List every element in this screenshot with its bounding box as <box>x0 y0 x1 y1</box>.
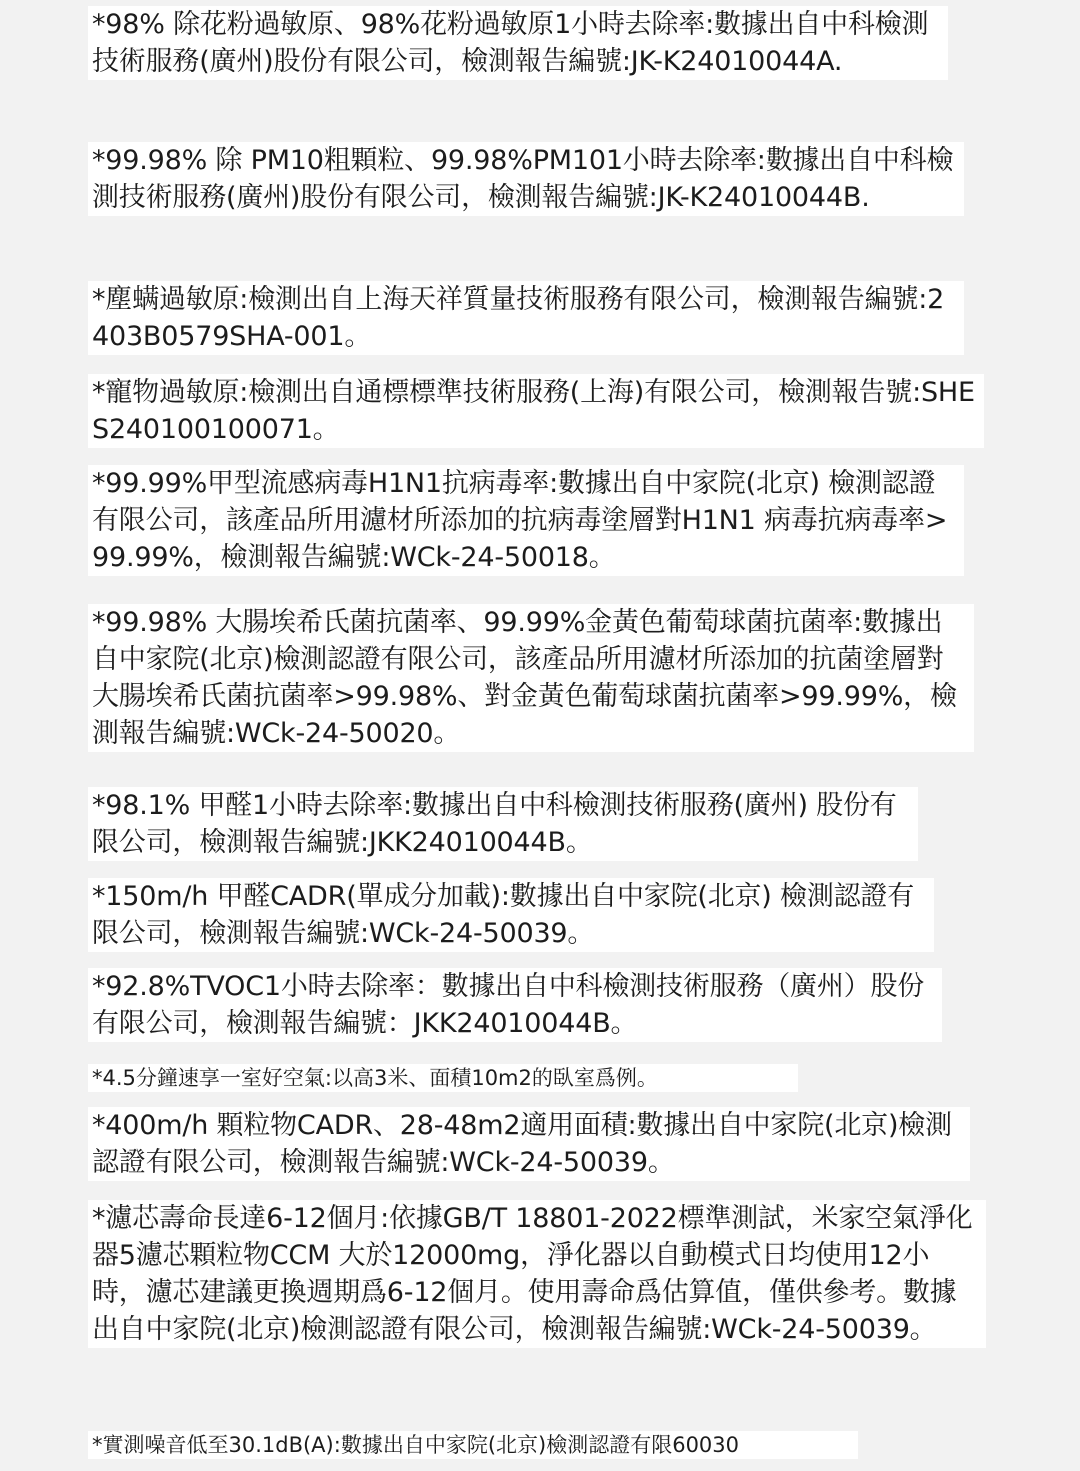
note-noise-level: *實測噪音低至30.1dB(A):數據出自中家院(北京)檢測認證有限60030 <box>88 1431 858 1459</box>
note-pm10-removal: *99.98% 除 PM10粗顆粒、99.98%PM101小時去除率:數據出自中科檢測技術服務(廣州)股份有限公司，檢測報告編號:JK-K24010044B. <box>88 142 964 216</box>
note-particle-cadr: *400m/h 顆粒物CADR、28-48m2適用面積:數據出自中家院(北京)檢測認證有限公司，檢測報告編號:WCk-24-50039。 <box>88 1107 970 1181</box>
note-purify-time: *4.5分鐘速享一室好空氣:以高3米、面積10m2的臥室爲例。 <box>88 1064 798 1092</box>
note-filter-life: *濾芯壽命長達6-12個月:依據GB/T 18801-2022標準測試，米家空氣淨化器5濾芯顆粒物CCM 大於12000mg，淨化器以自動模式日均使用12小時，濾芯建議更換週期爲6-12個月。使用壽命爲估算值，僅供參考。數據出自中家院(北京)檢測認證有限公司，檢測報告編號:WCk-24-50039。 <box>88 1200 986 1348</box>
note-tvoc-removal: *92.8%TVOC1小時去除率：數據出自中科檢測技術服務（廣州）股份有限公司，檢測報告編號：JKK24010044B。 <box>88 968 942 1042</box>
note-dust-mite-allergen: *塵螨過敏原:檢測出自上海天祥質量技術服務有限公司，檢測報告編號:2403B0579SHA-001。 <box>88 281 964 355</box>
note-pollen-allergen: *98% 除花粉過敏原、98%花粉過敏原1小時去除率:數據出自中科檢測技術服務(廣州)股份有限公司，檢測報告編號:JK-K24010044A. <box>88 6 948 80</box>
note-h1n1-antiviral: *99.99%甲型流感病毒H1N1抗病毒率:數據出自中家院(北京) 檢測認證有限公司，該產品所用濾材所添加的抗病毒塗層對H1N1 病毒抗病毒率>99.99%，檢測報告編號:WCk-24-50018。 <box>88 465 964 576</box>
note-formaldehyde-removal: *98.1% 甲醛1小時去除率:數據出自中科檢測技術服務(廣州) 股份有限公司，檢測報告編號:JKK24010044B。 <box>88 787 918 861</box>
note-pet-allergen: *寵物過敏原:檢測出自通標標準技術服務(上海)有限公司，檢測報告號:SHES240100100071。 <box>88 374 984 448</box>
note-antibacterial: *99.98% 大腸埃希氏菌抗菌率、99.99%金黃色葡萄球菌抗菌率:數據出自中家院(北京)檢測認證有限公司，該產品所用濾材所添加的抗菌塗層對大腸埃希氏菌抗菌率>99.98%、對金黃色葡萄球菌抗菌率>99.99%，檢測報告編號:WCk-24-50020。 <box>88 604 974 752</box>
note-formaldehyde-cadr: *150m/h 甲醛CADR(單成分加載):數據出自中家院(北京) 檢測認證有限公司，檢測報告編號:WCk-24-50039。 <box>88 878 934 952</box>
